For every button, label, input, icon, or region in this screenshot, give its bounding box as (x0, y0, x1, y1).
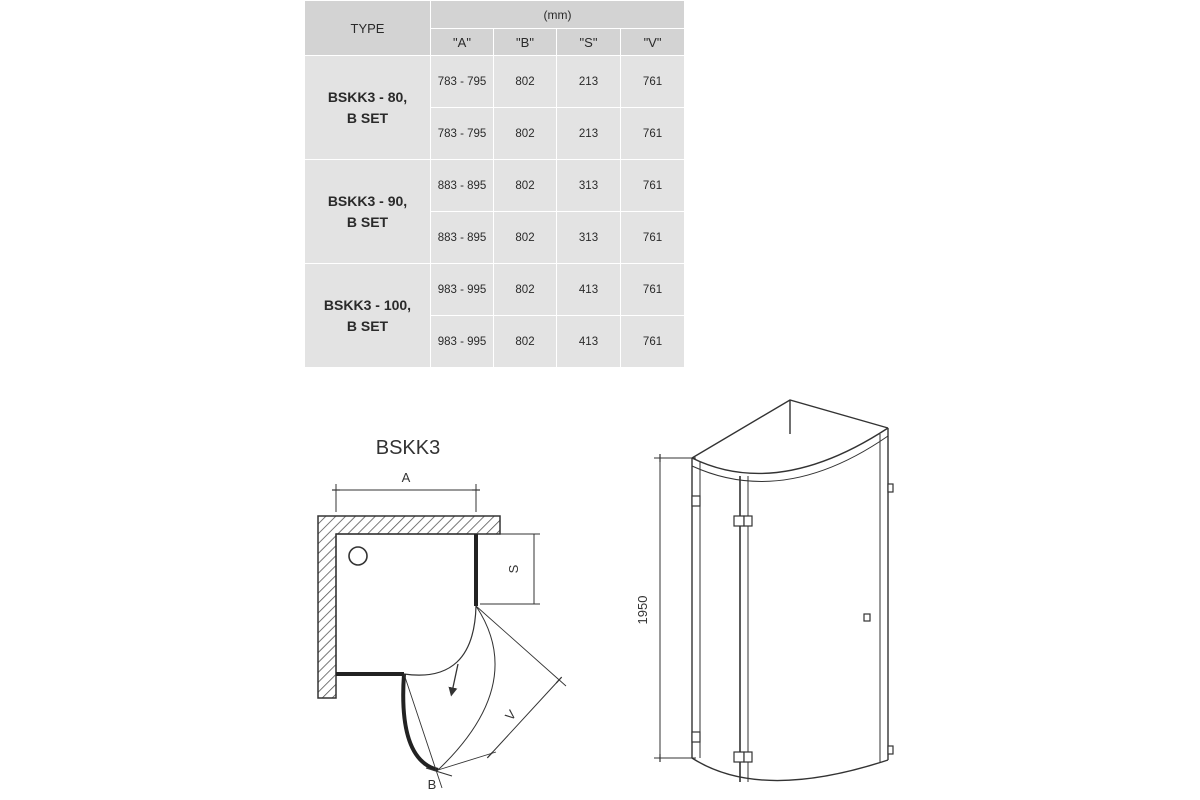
unit-header: (mm) (431, 1, 685, 29)
hinges (692, 484, 893, 762)
dimension-b-label: B (427, 777, 437, 792)
col-header-v: "V" (621, 29, 685, 56)
value-v: 761 (621, 160, 685, 212)
value-a: 883 - 895 (431, 160, 494, 212)
dimension-s-label: S (506, 564, 521, 574)
value-s: 313 (557, 212, 621, 264)
value-a: 783 - 795 (431, 56, 494, 108)
hinge-icon (734, 516, 744, 526)
hinge-icon (744, 516, 752, 526)
tray-front-curve (404, 606, 476, 675)
door-handle-icon (864, 614, 870, 621)
col-header-s: "S" (557, 29, 621, 56)
plan-title: BSKK3 (375, 437, 441, 459)
value-v: 761 (621, 264, 685, 316)
value-s: 213 (557, 108, 621, 160)
height-label: 1950 (635, 595, 650, 625)
dimension-height (635, 458, 696, 758)
value-a: 783 - 795 (431, 108, 494, 160)
value-s: 413 (557, 264, 621, 316)
hinge-icon (888, 746, 893, 754)
value-v: 761 (621, 316, 685, 368)
drain-icon (349, 547, 367, 565)
value-a: 883 - 895 (431, 212, 494, 264)
value-a: 983 - 995 (431, 264, 494, 316)
value-b: 802 (494, 212, 557, 264)
value-v: 761 (621, 108, 685, 160)
value-a: 983 - 995 (431, 316, 494, 368)
value-b: 802 (494, 264, 557, 316)
value-v: 761 (621, 56, 685, 108)
dimension-s (480, 534, 540, 604)
value-s: 413 (557, 316, 621, 368)
col-header-b: "B" (494, 29, 557, 56)
dimension-b (404, 674, 452, 792)
model-name-line2: B SET (346, 109, 389, 126)
dimension-a-label: A (401, 470, 411, 485)
dimension-v-label: V (502, 706, 520, 724)
value-v: 761 (621, 212, 685, 264)
hinge-icon (734, 752, 744, 762)
value-b: 802 (494, 108, 557, 160)
value-b: 802 (494, 160, 557, 212)
shower-tray (336, 534, 476, 674)
enclosure-frame (692, 428, 888, 782)
model-name-line1: BSKK3 - 90, (327, 192, 408, 209)
elevation-view (635, 400, 893, 782)
model-name-line2: B SET (346, 213, 389, 230)
type-header: TYPE (305, 1, 431, 56)
dimension-a (336, 470, 476, 512)
hinge-icon (692, 732, 700, 742)
model-name-line2: B SET (346, 317, 389, 334)
swing-direction-arrow-icon (452, 664, 458, 692)
value-s: 313 (557, 160, 621, 212)
value-b: 802 (494, 316, 557, 368)
value-b: 802 (494, 56, 557, 108)
col-header-a: "A" (431, 29, 494, 56)
hinge-icon (692, 496, 700, 506)
dimension-v (438, 606, 566, 770)
hinge-icon (744, 752, 752, 762)
enclosure-top (692, 400, 888, 481)
value-s: 213 (557, 56, 621, 108)
plan-view (318, 437, 566, 792)
door-swing-arc (438, 606, 495, 770)
hinge-icon (888, 484, 893, 492)
model-name-line1: BSKK3 - 100, (323, 296, 412, 313)
model-name-line1: BSKK3 - 80, (327, 88, 408, 105)
wall-hatch (318, 516, 500, 698)
